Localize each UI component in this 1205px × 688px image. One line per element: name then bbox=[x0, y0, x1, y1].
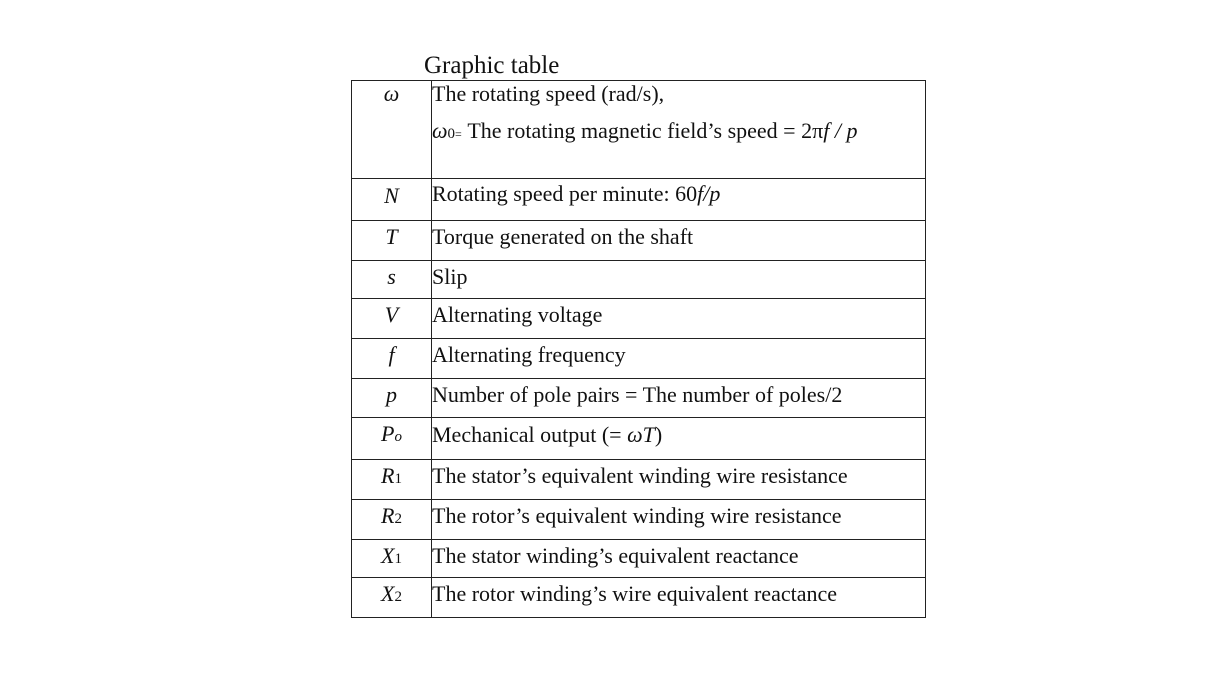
table-caption: Graphic table bbox=[424, 52, 560, 79]
symbol: X bbox=[381, 543, 395, 568]
omega-symbol: ω bbox=[432, 118, 448, 143]
description-cell bbox=[432, 500, 926, 540]
symbol-subscript: 1 bbox=[394, 551, 402, 567]
description-cell bbox=[432, 418, 926, 460]
symbol-cell bbox=[352, 179, 432, 221]
table-row bbox=[352, 299, 926, 339]
symbol: T bbox=[385, 224, 398, 249]
table-row bbox=[352, 418, 926, 460]
symbol-cell bbox=[352, 299, 432, 339]
description-cell bbox=[432, 299, 926, 339]
description-cell bbox=[432, 81, 926, 179]
description: Number of pole pairs = The number of poles/2 bbox=[432, 382, 843, 407]
symbol: P bbox=[381, 421, 395, 446]
description-cell bbox=[432, 460, 926, 500]
symbol: X bbox=[381, 581, 395, 606]
symbol-cell bbox=[352, 578, 432, 618]
omega-subscript: 0 bbox=[447, 126, 456, 142]
omega-f: f bbox=[823, 118, 830, 143]
table-row bbox=[352, 500, 926, 540]
description: Mechanical output (= bbox=[432, 422, 628, 447]
omega-zero-line bbox=[432, 118, 925, 147]
symbol: s bbox=[387, 264, 396, 289]
symbol-subscript: 2 bbox=[394, 511, 402, 527]
description: Torque generated on the shaft bbox=[432, 224, 694, 249]
symbol-cell bbox=[352, 81, 432, 179]
symbol-cell bbox=[352, 261, 432, 299]
symbol: ω bbox=[383, 81, 400, 106]
description-italic: f/p bbox=[697, 181, 721, 206]
symbol-cell bbox=[352, 221, 432, 261]
description-cell bbox=[432, 578, 926, 618]
symbol-subscript: 2 bbox=[394, 589, 402, 605]
symbol-cell bbox=[352, 379, 432, 418]
description: Alternating voltage bbox=[432, 302, 603, 327]
description-cell bbox=[432, 261, 926, 299]
table-row bbox=[352, 339, 926, 379]
symbol-cell bbox=[352, 339, 432, 379]
symbol: N bbox=[384, 183, 399, 208]
symbol: f bbox=[388, 342, 395, 367]
symbol-subscript: o bbox=[394, 429, 402, 445]
description: The stator’s equivalent winding wire resistance bbox=[432, 463, 848, 488]
description: The rotor winding’s wire equivalent reactance bbox=[432, 581, 838, 606]
description-cell bbox=[432, 540, 926, 578]
table-row bbox=[352, 578, 926, 618]
omega-slash: / bbox=[829, 118, 847, 143]
table-row bbox=[352, 81, 926, 179]
symbol-table bbox=[351, 80, 926, 618]
symbol: p bbox=[386, 382, 397, 407]
symbol-cell bbox=[352, 500, 432, 540]
omega-p: p bbox=[846, 118, 858, 143]
symbol-cell bbox=[352, 460, 432, 500]
symbol: R bbox=[381, 503, 395, 528]
table-row bbox=[352, 221, 926, 261]
description-cell bbox=[432, 221, 926, 261]
description-cell bbox=[432, 339, 926, 379]
symbol-subscript: 1 bbox=[394, 471, 402, 487]
omega-zero-text: The rotating magnetic field’s speed = 2π bbox=[467, 118, 824, 143]
description-cell bbox=[432, 379, 926, 418]
description: The rotor’s equivalent winding wire resistance bbox=[432, 503, 842, 528]
table-row bbox=[352, 460, 926, 500]
description: The rotating speed (rad/s), bbox=[432, 81, 665, 106]
description: Rotating speed per minute: 60 bbox=[432, 181, 698, 206]
description: Alternating frequency bbox=[432, 342, 626, 367]
symbol-cell bbox=[352, 540, 432, 578]
table-row bbox=[352, 379, 926, 418]
description-cell bbox=[432, 179, 926, 221]
description-italic: ωT bbox=[627, 422, 655, 447]
table-row bbox=[352, 179, 926, 221]
symbol-cell bbox=[352, 418, 432, 460]
description: Slip bbox=[432, 264, 468, 289]
omega-equals: = bbox=[455, 127, 462, 141]
table-row bbox=[352, 540, 926, 578]
symbol: V bbox=[384, 302, 399, 327]
description-suffix: ) bbox=[654, 422, 663, 447]
symbol: R bbox=[381, 463, 395, 488]
description: The stator winding’s equivalent reactance bbox=[432, 543, 799, 568]
table-row bbox=[352, 261, 926, 299]
